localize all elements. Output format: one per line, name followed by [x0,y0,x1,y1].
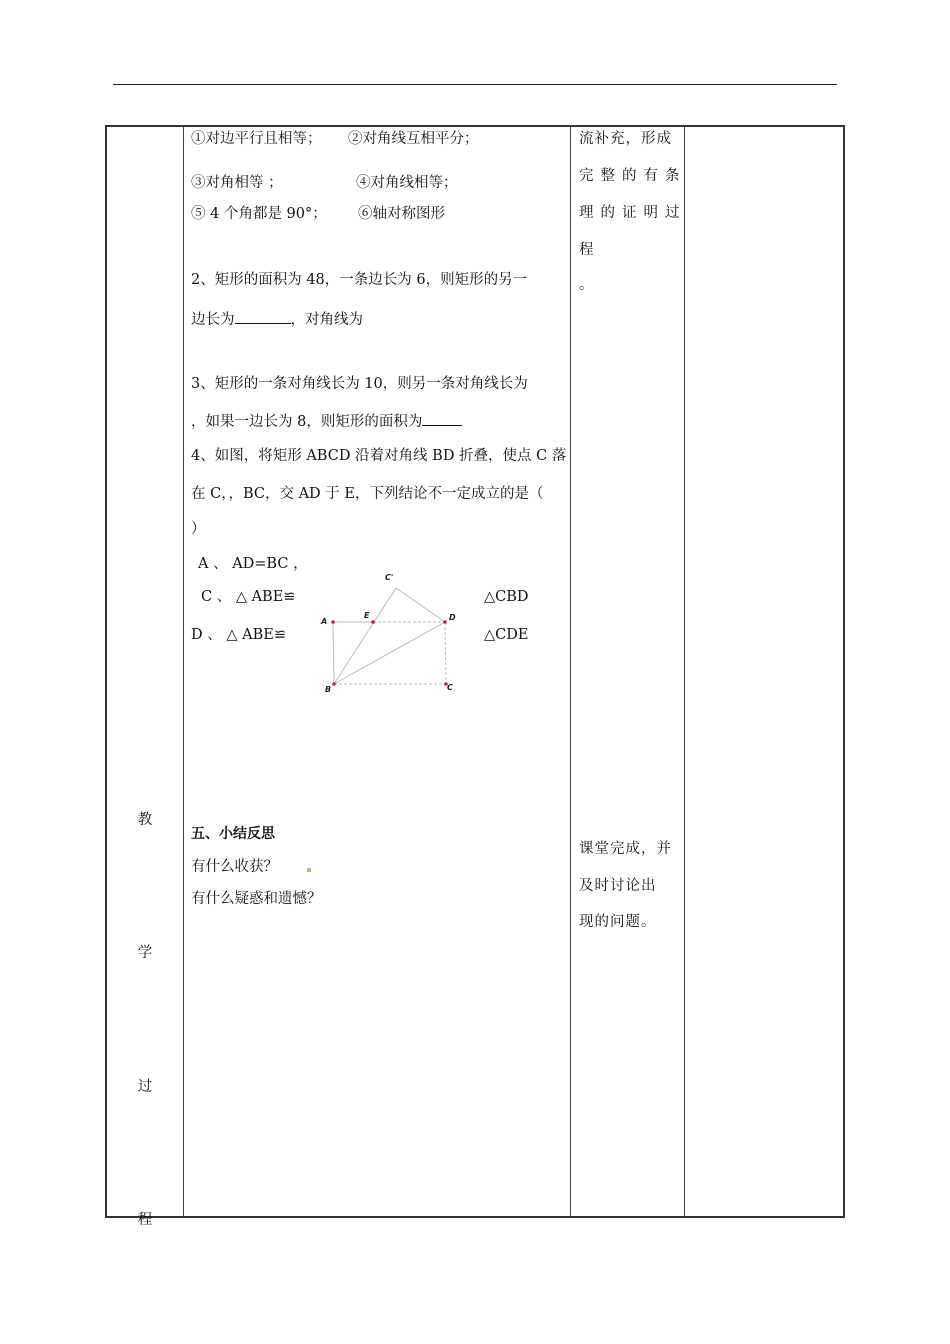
note-top-line-1: 流补充，形成 [579,131,672,147]
property-2: ②对角线互相平分； [348,131,479,147]
point-a [331,620,335,624]
note-top-line-3: 理的证明过 [579,205,687,221]
property-6: ⑥轴对称图形 [358,206,445,222]
option-d-right: △CDE [484,627,529,643]
option-c-right: △CBD [484,589,529,605]
question-4-line-3: ） [191,521,206,537]
column-divider-1 [183,127,184,1216]
summary-heading: 五、小结反思 [191,826,275,842]
note-top-line-5: 。 [579,277,595,293]
side-label-char: 程 [137,1212,153,1228]
side-label-char: 学 [137,945,153,961]
point-e [371,620,375,624]
note-bottom-line-3: 现的问题。 [579,914,657,930]
option-a: A 、 AD=BC ， [198,556,308,572]
property-5: ⑤ 4 个角都是 90°； [191,206,327,222]
label-c: C [447,683,453,692]
note-bottom-line-1: 课堂完成，并 [579,841,672,857]
answer-blank[interactable] [422,413,462,426]
question-4-line-1: 4、如图，将矩形 ABCD 沿着对角线 BD 折叠，使点 C 落 [191,448,567,464]
question-3-line-1: 3、矩形的一条对角线长为 10，则另一条对角线长为 [191,376,528,392]
column-divider-2 [570,127,571,1216]
property-3: ③对角相等 ； [191,175,283,191]
question-3-line-2 [191,413,462,431]
page-header-rule [113,84,837,85]
point-b [332,682,336,686]
summary-question-1: 有什么收获？ [191,859,278,875]
label-e: E [364,611,370,620]
property-4: ④对角线相等； [356,175,458,191]
label-d: D [449,613,456,622]
label-b: B [325,685,332,694]
point-d [443,620,447,624]
note-bottom-line-2: 及时讨论出 [579,878,657,894]
question-3-text: ，如果一边长为 8，则矩形的面积为 [191,414,423,430]
summary-question-2: 有什么疑惑和遗憾？ [191,891,322,907]
question-2-prefix: 边长为 [191,312,235,328]
label-a: A [321,617,328,626]
column-divider-3 [684,127,685,1216]
option-c-left: C 、 △ ABE≌ [201,589,296,605]
side-label-char: 教 [137,812,153,828]
option-d-left: D 、 △ ABE≌ [191,627,286,643]
note-top-line-4: 程 [579,242,595,258]
property-1: ①对边平行且相等； [191,131,322,147]
side-label-char: 过 [137,1079,153,1095]
question-4-line-2: 在 C，，BC，交 AD 于 E，下列结论不一定成立的是（ [191,486,544,502]
question-2-line-2 [191,311,363,329]
question-2-line-1: 2、矩形的面积为 48，一条边长为 6，则矩形的另一 [191,272,528,288]
note-top-line-2: 完整的有条 [579,168,687,184]
folded-rectangle-figure [310,565,470,700]
answer-blank[interactable] [235,311,291,324]
question-2-suffix: ，对角线为 [290,312,363,328]
cursor-marker [307,868,311,872]
label-c-prime: C' [385,573,394,582]
